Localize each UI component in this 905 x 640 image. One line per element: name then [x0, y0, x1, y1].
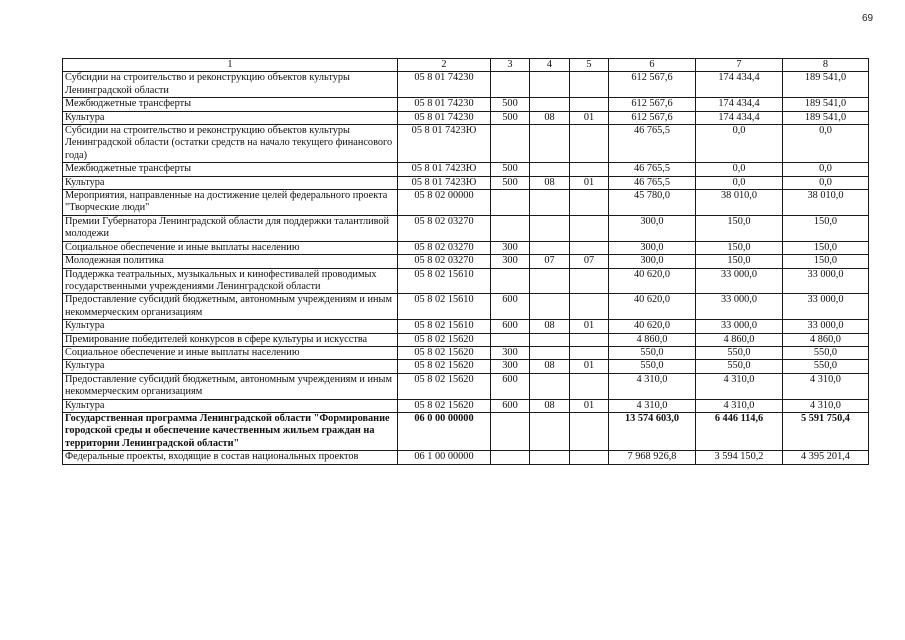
- row-name-cell: Поддержка театральных, музыкальных и кинофестивалей проводимых государственными учреждениями Ленинградской области: [63, 268, 398, 294]
- row-value-col6-cell: 46 765,5: [609, 176, 696, 189]
- row-expense-type-cell: 500: [491, 111, 530, 124]
- row-value-col6-cell: 46 765,5: [609, 125, 696, 163]
- row-value-col7-cell: 38 010,0: [696, 190, 783, 216]
- row-code-cell: 05 8 01 74230: [398, 72, 491, 98]
- row-expense-type-cell: 300: [491, 360, 530, 373]
- table-row: [63, 255, 869, 268]
- row-section-cell: [530, 346, 570, 359]
- table-row: [63, 215, 869, 241]
- row-section-cell: [530, 373, 570, 399]
- row-value-col8-cell: 189 541,0: [783, 98, 869, 111]
- row-value-col7-cell: 550,0: [696, 346, 783, 359]
- row-value-col7-cell: 0,0: [696, 125, 783, 163]
- row-value-col8-cell: 4 860,0: [783, 333, 869, 346]
- row-value-col6-cell: 550,0: [609, 346, 696, 359]
- row-value-col7-cell: 174 434,4: [696, 72, 783, 98]
- row-value-col7-cell: 33 000,0: [696, 320, 783, 333]
- row-value-col6-cell: 612 567,6: [609, 111, 696, 124]
- table-row: [63, 399, 869, 412]
- row-code-cell: 05 8 01 7423Ю: [398, 125, 491, 163]
- row-section-cell: [530, 190, 570, 216]
- row-code-cell: 06 1 00 00000: [398, 451, 491, 464]
- row-expense-type-cell: 600: [491, 320, 530, 333]
- row-expense-type-cell: 500: [491, 98, 530, 111]
- row-value-col7-cell: 150,0: [696, 241, 783, 254]
- row-value-col6-cell: 13 574 603,0: [609, 412, 696, 450]
- table-row: [63, 72, 869, 98]
- row-name-cell: Субсидии на строительство и реконструкцию объектов культуры Ленинградской области (остатки средств на начало текущего финансового года): [63, 125, 398, 163]
- row-section-cell: 08: [530, 399, 570, 412]
- row-subsection-cell: [570, 294, 609, 320]
- row-name-cell: Культура: [63, 176, 398, 189]
- row-value-col6-cell: 550,0: [609, 360, 696, 373]
- row-name-cell: Социальное обеспечение и иные выплаты населению: [63, 346, 398, 359]
- row-name-cell: Премирование победителей конкурсов в сфере культуры и искусства: [63, 333, 398, 346]
- row-name-cell: Культура: [63, 399, 398, 412]
- header-cell: 1: [63, 59, 398, 72]
- row-subsection-cell: [570, 72, 609, 98]
- table-row: [63, 125, 869, 163]
- row-name-cell: Федеральные проекты, входящие в состав национальных проектов: [63, 451, 398, 464]
- row-subsection-cell: 01: [570, 111, 609, 124]
- row-subsection-cell: [570, 268, 609, 294]
- table-row: [63, 241, 869, 254]
- row-subsection-cell: [570, 412, 609, 450]
- row-code-cell: 05 8 01 74230: [398, 111, 491, 124]
- row-expense-type-cell: [491, 215, 530, 241]
- row-value-col7-cell: 0,0: [696, 176, 783, 189]
- table-row: [63, 373, 869, 399]
- row-subsection-cell: [570, 451, 609, 464]
- row-code-cell: 05 8 01 7423Ю: [398, 176, 491, 189]
- row-code-cell: 05 8 02 15610: [398, 320, 491, 333]
- row-section-cell: 07: [530, 255, 570, 268]
- header-cell: 6: [609, 59, 696, 72]
- row-expense-type-cell: 600: [491, 373, 530, 399]
- row-name-cell: Молодежная политика: [63, 255, 398, 268]
- row-name-cell: Социальное обеспечение и иные выплаты населению: [63, 241, 398, 254]
- row-code-cell: 05 8 02 15620: [398, 373, 491, 399]
- row-name-cell: Предоставление субсидий бюджетным, автономным учреждениям и иным некоммерческим организациям: [63, 373, 398, 399]
- row-code-cell: 05 8 02 15620: [398, 399, 491, 412]
- row-section-cell: [530, 125, 570, 163]
- row-subsection-cell: 07: [570, 255, 609, 268]
- row-value-col6-cell: 612 567,6: [609, 72, 696, 98]
- row-name-cell: Премии Губернатора Ленинградской области для поддержки талантливой молодежи: [63, 215, 398, 241]
- row-value-col8-cell: 4 310,0: [783, 399, 869, 412]
- row-expense-type-cell: 500: [491, 163, 530, 176]
- row-value-col8-cell: 5 591 750,4: [783, 412, 869, 450]
- row-section-cell: [530, 98, 570, 111]
- row-expense-type-cell: [491, 333, 530, 346]
- row-subsection-cell: [570, 125, 609, 163]
- row-code-cell: 05 8 02 15620: [398, 360, 491, 373]
- header-row: [63, 59, 869, 72]
- row-expense-type-cell: 300: [491, 241, 530, 254]
- header-cell: 2: [398, 59, 491, 72]
- row-code-cell: 05 8 01 74230: [398, 98, 491, 111]
- row-code-cell: 05 8 01 7423Ю: [398, 163, 491, 176]
- row-value-col8-cell: 150,0: [783, 255, 869, 268]
- row-value-col8-cell: 33 000,0: [783, 320, 869, 333]
- row-value-col6-cell: 4 860,0: [609, 333, 696, 346]
- table-row: [63, 360, 869, 373]
- row-value-col8-cell: 189 541,0: [783, 72, 869, 98]
- row-subsection-cell: [570, 333, 609, 346]
- row-expense-type-cell: [491, 451, 530, 464]
- row-code-cell: 05 8 02 15610: [398, 268, 491, 294]
- table-row: [63, 412, 869, 450]
- row-expense-type-cell: [491, 268, 530, 294]
- row-value-col8-cell: 38 010,0: [783, 190, 869, 216]
- row-value-col7-cell: 4 310,0: [696, 373, 783, 399]
- row-value-col8-cell: 0,0: [783, 176, 869, 189]
- row-value-col6-cell: 40 620,0: [609, 320, 696, 333]
- row-name-cell: Культура: [63, 320, 398, 333]
- row-expense-type-cell: [491, 125, 530, 163]
- table-row: [63, 190, 869, 216]
- row-section-cell: [530, 294, 570, 320]
- row-value-col6-cell: 300,0: [609, 241, 696, 254]
- row-value-col7-cell: 0,0: [696, 163, 783, 176]
- row-value-col8-cell: 4 310,0: [783, 373, 869, 399]
- row-section-cell: 08: [530, 320, 570, 333]
- row-expense-type-cell: 600: [491, 294, 530, 320]
- row-subsection-cell: 01: [570, 360, 609, 373]
- header-cell: 3: [491, 59, 530, 72]
- row-code-cell: 05 8 02 03270: [398, 255, 491, 268]
- header-cell: 5: [570, 59, 609, 72]
- row-value-col8-cell: 33 000,0: [783, 294, 869, 320]
- row-section-cell: 08: [530, 360, 570, 373]
- row-code-cell: 06 0 00 00000: [398, 412, 491, 450]
- row-value-col8-cell: 150,0: [783, 215, 869, 241]
- row-value-col7-cell: 33 000,0: [696, 294, 783, 320]
- row-expense-type-cell: [491, 190, 530, 216]
- row-code-cell: 05 8 02 15620: [398, 346, 491, 359]
- table-row: [63, 268, 869, 294]
- row-subsection-cell: [570, 215, 609, 241]
- table-row: [63, 163, 869, 176]
- row-value-col6-cell: 300,0: [609, 255, 696, 268]
- row-value-col6-cell: 40 620,0: [609, 294, 696, 320]
- table-row: [63, 98, 869, 111]
- row-subsection-cell: 01: [570, 320, 609, 333]
- row-expense-type-cell: 300: [491, 255, 530, 268]
- row-name-cell: Государственная программа Ленинградской области "Формирование городской среды и обеспечение качественным жильем граждан на территории Ленинградской области": [63, 412, 398, 450]
- row-value-col7-cell: 550,0: [696, 360, 783, 373]
- row-value-col8-cell: 0,0: [783, 125, 869, 163]
- header-cell: 7: [696, 59, 783, 72]
- row-code-cell: 05 8 02 00000: [398, 190, 491, 216]
- row-subsection-cell: [570, 190, 609, 216]
- table-row: [63, 176, 869, 189]
- row-name-cell: Межбюджетные трансферты: [63, 98, 398, 111]
- row-value-col7-cell: 150,0: [696, 215, 783, 241]
- row-value-col6-cell: 7 968 926,8: [609, 451, 696, 464]
- row-section-cell: [530, 241, 570, 254]
- row-subsection-cell: [570, 163, 609, 176]
- row-name-cell: Межбюджетные трансферты: [63, 163, 398, 176]
- row-value-col7-cell: 150,0: [696, 255, 783, 268]
- row-value-col6-cell: 46 765,5: [609, 163, 696, 176]
- row-subsection-cell: 01: [570, 399, 609, 412]
- row-name-cell: Субсидии на строительство и реконструкцию объектов культуры Ленинградской области: [63, 72, 398, 98]
- row-section-cell: 08: [530, 176, 570, 189]
- table-row: [63, 333, 869, 346]
- row-value-col7-cell: 174 434,4: [696, 98, 783, 111]
- row-value-col6-cell: 4 310,0: [609, 399, 696, 412]
- row-value-col7-cell: 3 594 150,2: [696, 451, 783, 464]
- row-subsection-cell: 01: [570, 176, 609, 189]
- row-section-cell: [530, 412, 570, 450]
- row-section-cell: [530, 72, 570, 98]
- row-section-cell: [530, 268, 570, 294]
- row-code-cell: 05 8 02 15610: [398, 294, 491, 320]
- table-row: [63, 346, 869, 359]
- row-name-cell: Культура: [63, 360, 398, 373]
- row-name-cell: Предоставление субсидий бюджетным, автономным учреждениям и иным некоммерческим организациям: [63, 294, 398, 320]
- row-code-cell: 05 8 02 03270: [398, 215, 491, 241]
- row-code-cell: 05 8 02 15620: [398, 333, 491, 346]
- row-expense-type-cell: 300: [491, 346, 530, 359]
- row-code-cell: 05 8 02 03270: [398, 241, 491, 254]
- row-value-col8-cell: 33 000,0: [783, 268, 869, 294]
- row-subsection-cell: [570, 98, 609, 111]
- row-section-cell: [530, 451, 570, 464]
- row-expense-type-cell: 500: [491, 176, 530, 189]
- row-value-col6-cell: 45 780,0: [609, 190, 696, 216]
- row-value-col6-cell: 612 567,6: [609, 98, 696, 111]
- row-section-cell: [530, 215, 570, 241]
- table-row: [63, 294, 869, 320]
- row-section-cell: [530, 163, 570, 176]
- row-section-cell: 08: [530, 111, 570, 124]
- row-name-cell: Культура: [63, 111, 398, 124]
- row-expense-type-cell: 600: [491, 399, 530, 412]
- table-row: [63, 111, 869, 124]
- row-value-col7-cell: 174 434,4: [696, 111, 783, 124]
- row-value-col6-cell: 40 620,0: [609, 268, 696, 294]
- row-value-col7-cell: 33 000,0: [696, 268, 783, 294]
- row-expense-type-cell: [491, 412, 530, 450]
- page-number: 69: [862, 13, 874, 24]
- row-value-col7-cell: 4 310,0: [696, 399, 783, 412]
- row-value-col6-cell: 4 310,0: [609, 373, 696, 399]
- row-subsection-cell: [570, 346, 609, 359]
- row-value-col6-cell: 300,0: [609, 215, 696, 241]
- header-cell: 4: [530, 59, 570, 72]
- row-value-col8-cell: 550,0: [783, 346, 869, 359]
- row-subsection-cell: [570, 241, 609, 254]
- row-expense-type-cell: [491, 72, 530, 98]
- row-value-col8-cell: 189 541,0: [783, 111, 869, 124]
- row-value-col8-cell: 4 395 201,4: [783, 451, 869, 464]
- budget-table: [62, 58, 869, 465]
- row-value-col8-cell: 0,0: [783, 163, 869, 176]
- row-value-col7-cell: 6 446 114,6: [696, 412, 783, 450]
- row-subsection-cell: [570, 373, 609, 399]
- row-section-cell: [530, 333, 570, 346]
- table-row: [63, 320, 869, 333]
- header-cell: 8: [783, 59, 869, 72]
- table-row: [63, 451, 869, 464]
- row-name-cell: Мероприятия, направленные на достижение целей федерального проекта "Творческие люди": [63, 190, 398, 216]
- row-value-col8-cell: 150,0: [783, 241, 869, 254]
- row-value-col8-cell: 550,0: [783, 360, 869, 373]
- row-value-col7-cell: 4 860,0: [696, 333, 783, 346]
